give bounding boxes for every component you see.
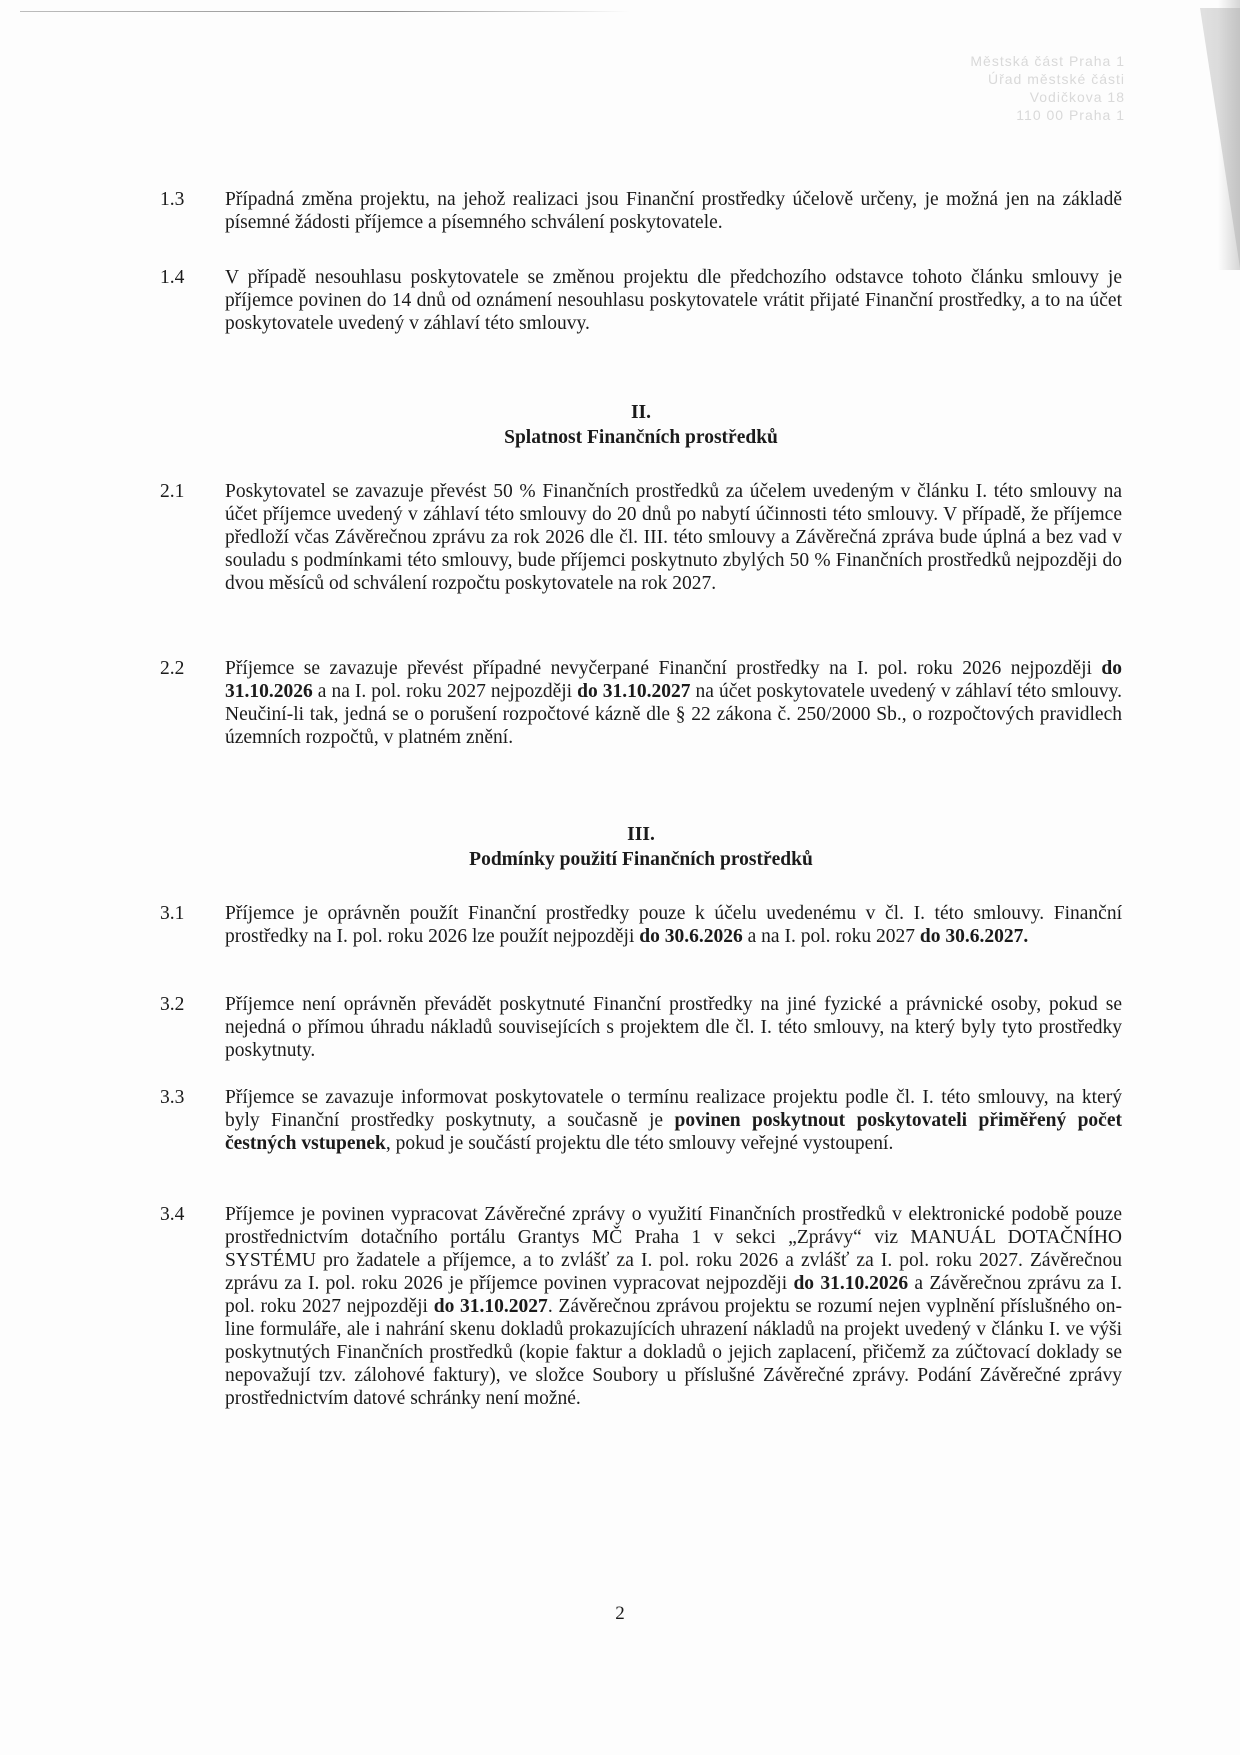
emphasized-text: do 30.6.2026 xyxy=(639,926,743,947)
clause-number: 1.3 xyxy=(160,189,185,210)
clause-3-2 xyxy=(160,993,1122,1062)
emphasized-text: do 30.6.2027. xyxy=(919,926,1029,947)
section-title: Splatnost Finančních prostředků xyxy=(504,427,778,448)
clause-1-4 xyxy=(160,266,1122,335)
clause-3-1 xyxy=(160,902,1122,948)
text-run: a na I. pol. roku 2027 xyxy=(742,926,920,947)
clause-1-3 xyxy=(160,188,1122,234)
page-number: 2 xyxy=(615,1603,625,1624)
emphasized-text: do 31.10.2026 xyxy=(793,1273,909,1294)
clause-number: 2.1 xyxy=(160,481,185,502)
clause-number: 3.1 xyxy=(160,903,185,924)
emphasized-text: do 31.10.2027 xyxy=(433,1296,548,1317)
text-run: Příjemce se zavazuje převést případné nevyčerpané Finanční prostředky na I. pol. roku 2026 nejpozději xyxy=(225,658,1102,679)
clause-2-1 xyxy=(160,480,1122,595)
text-run: Příjemce je povinen vypracovat Závěrečné zprávy o využití Finančních prostředků v elektronické podobě pouze prostřednictvím dotačního portálu Grantys MČ Praha 1 v sekci „Zprávy“ viz MANUÁL DOTAČNÍHO SYSTÉMU pro žadatele a příjemce, a to zvlášť za I. pol. roku 2026 a zvlášť za I. pol. roku 2027. Závěrečnou zprávu za I. pol. roku 2026 je příjemce povinen vypracovat nejpozději xyxy=(225,1204,1122,1294)
emphasized-text: povinen poskytnout poskytovateli přiměřený počet čestných vstupenek xyxy=(225,1110,1122,1154)
clause-text xyxy=(225,993,1122,1062)
top-rule xyxy=(20,11,630,12)
text-run: Poskytovatel se zavazuje převést 50 % Finančních prostředků za účelem uvedeným v článku I. této smlouvy na účet příjemce uvedený v záhlaví této smlouvy do 20 dnů po nabytí účinnosti této smlouvy. V případě, že příjemce předloží včas Závěrečnou zprávu za rok 2026 dle čl. III. této smlouvy a Závěrečná zpráva bude úplná a bez vad v souladu s podmínkami této smlouvy, bude příjemci poskytnuto zbylých 50 % Finančních prostředků nejpozději do dvou měsíců od schválení rozpočtu poskytovatele na rok 2027. xyxy=(225,481,1122,594)
clause-text xyxy=(225,1086,1122,1155)
clause-2-2 xyxy=(160,657,1122,749)
clause-text xyxy=(225,902,1122,948)
bleed-through-stamp xyxy=(905,52,1125,124)
text-run: na účet poskytovatele uvedený v záhlaví této smlouvy. Neučiní-li tak, jedná se o porušení rozpočtové kázně dle § 22 zákona č. 250/2000 Sb., o rozpočtových pravidlech územních rozpočtů, v platném znění. xyxy=(225,681,1123,748)
clause-number: 1.4 xyxy=(160,267,185,288)
clause-number: 2.2 xyxy=(160,658,185,679)
text-run: , pokud je součástí projektu dle této smlouvy veřejné vystoupení. xyxy=(385,1133,894,1154)
section-roman: III. xyxy=(627,824,655,845)
clause-number: 3.2 xyxy=(160,994,185,1015)
clause-3-3 xyxy=(160,1086,1122,1155)
section-heading-ii xyxy=(160,400,1122,450)
section-roman: II. xyxy=(630,402,652,423)
text-run: Případná změna projektu, na jehož realizaci jsou Finanční prostředky účelově určeny, je možná jen na základě písemné žádosti příjemce a písemného schválení poskytovatele. xyxy=(225,189,1122,233)
clause-text xyxy=(225,1203,1122,1410)
text-run: V případě nesouhlasu poskytovatele se změnou projektu dle předchozího odstavce tohoto článku smlouvy je příjemce povinen do 14 dnů od oznámení nesouhlasu poskytovatele vrátit přijaté Finanční prostředky, a to na účet poskytovatele uvedený v záhlaví této smlouvy. xyxy=(225,267,1122,334)
text-run: a na I. pol. roku 2027 nejpozději xyxy=(312,681,578,702)
stamp-line: Úřad městské části xyxy=(987,71,1125,87)
text-run: . Závěrečnou zprávou projektu se rozumí nejen vyplnění příslušného on-line formuláře, ale i nahrání skenu dokladů prokazujících uhrazení nákladů na projekt uvedený v článku I. ve výši poskytnutých Finančních prostředků (kopie faktur a dokladů o jejich zaplacení, přičemž za zúčtovací doklady se nepovažují tzv. zálohové faktury), ve složce Soubory u příslušné Závěrečné zprávy. Podání Závěrečné zprávy prostřednictvím datové schránky není možné. xyxy=(225,1296,1122,1409)
section-title: Podmínky použití Finančních prostředků xyxy=(469,849,813,870)
emphasized-text: do 31.10.2026 xyxy=(225,658,1122,702)
clause-text xyxy=(225,188,1122,234)
clause-text xyxy=(225,480,1122,595)
clause-number: 3.3 xyxy=(160,1087,185,1108)
text-run: Příjemce se zavazuje informovat poskytovatele o termínu realizace projektu podle čl. I. této smlouvy, na který byly Finanční prostředky poskytnuty, a současně je xyxy=(225,1087,1122,1131)
text-run: a Závěrečnou zprávu za I. pol. roku 2027 nejpozději xyxy=(225,1273,1122,1317)
emphasized-text: do 31.10.2027 xyxy=(577,681,691,702)
stamp-line: Vodičkova 18 xyxy=(1029,89,1125,105)
section-heading-iii xyxy=(160,822,1122,872)
clause-3-4 xyxy=(160,1203,1122,1410)
text-run: Příjemce není oprávněn převádět poskytnuté Finanční prostředky na jiné fyzické a právnické osoby, pokud se nejedná o přímou úhradu nákladů souvisejících s projektem dle čl. I. této smlouvy, na který byly tyto prostředky poskytnuty. xyxy=(225,994,1122,1061)
clause-number: 3.4 xyxy=(160,1204,185,1225)
clause-text xyxy=(225,266,1122,335)
clause-text xyxy=(225,657,1122,749)
text-run: Příjemce je oprávněn použít Finanční prostředky pouze k účelu uvedenému v čl. I. této smlouvy. Finanční prostředky na I. pol. roku 2026 lze použít nejpozději xyxy=(225,903,1122,947)
stamp-line: Městská část Praha 1 xyxy=(970,53,1125,69)
stamp-line: 110 00 Praha 1 xyxy=(1016,107,1125,123)
